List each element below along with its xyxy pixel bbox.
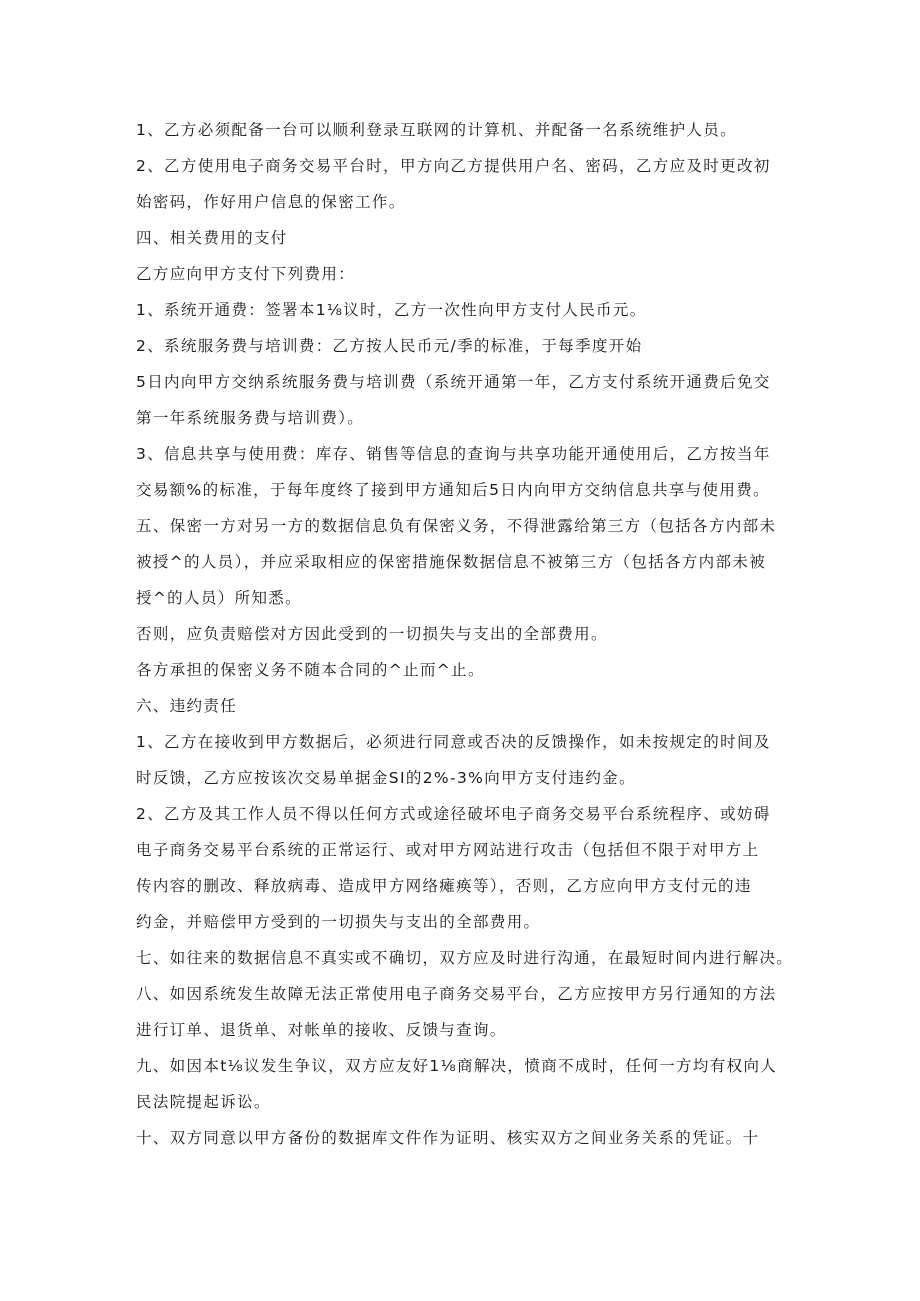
text-line: 2、乙方使用电子商务交易平台时，甲方向乙方提供用户名、密码，乙方应及时更改初	[136, 157, 771, 175]
text-line: 授^的人员）所知悉。	[136, 589, 302, 607]
text-line: 2、乙方及其工作人员不得以任何方式或途径破坏电子商务交易平台系统程序、或妨碍	[136, 805, 771, 823]
text-line: 时反馈，乙方应按该次交易单据金SI的2%-3%向甲方支付违约金。	[136, 769, 636, 787]
text-line: 各方承担的保密义务不随本合同的^止而^止。	[136, 661, 485, 679]
text-line: 1、乙方在接收到甲方数据后，必须进行同意或否决的反馈操作，如未按规定的时间及	[136, 733, 771, 751]
text-line: 四、相关费用的支付	[136, 229, 288, 247]
text-line: 进行订单、退货单、对帐单的接收、反馈与查询。	[136, 1021, 507, 1039]
text-line: 5日内向甲方交纳系统服务费与培训费（系统开通第一年，乙方支付系统开通费后免交	[136, 373, 771, 391]
text-line: 1、系统开通费：签署本1⅛议时，乙方一次性向甲方支付人民币元。	[136, 301, 647, 319]
text-line: 2、系统服务费与培训费：乙方按人民币元/季的标准，于每季度开始	[136, 337, 643, 355]
text-line: 六、违约责任	[136, 697, 238, 715]
text-line: 否则，应负责赔偿对方因此受到的一切损失与支出的全部费用。	[136, 625, 608, 643]
text-line: 约金，并赔偿甲方受到的一切损失与支出的全部费用。	[136, 913, 541, 931]
text-line: 十、双方同意以甲方备份的数据库文件作为证明、核实双方之间业务关系的凭证。十	[136, 1129, 760, 1147]
text-line: 交易额%的标准，于每年度终了接到甲方通知后5日内向甲方交纳信息共享与使用费。	[136, 481, 770, 499]
text-line: 乙方应向甲方支付下列费用：	[136, 265, 356, 283]
text-line: 五、保密一方对另一方的数据信息负有保密义务，不得泄露给第三方（包括各方内部未	[136, 517, 777, 535]
text-line: 民法院提起诉讼。	[136, 1093, 271, 1111]
document-body	[136, 112, 796, 1156]
text-line: 被授^的人员），并应采取相应的保密措施保数据信息不被第三方（包括各方内部未被	[136, 553, 767, 571]
text-line: 七、如往来的数据信息不真实或不确切，双方应及时进行沟通，在最短时间内进行解决。	[136, 949, 794, 967]
text-line: 第一年系统服务费与培训费）。	[136, 409, 365, 427]
text-line: 3、信息共享与使用费：库存、销售等信息的查询与共享功能开通使用后，乙方按当年	[136, 445, 771, 463]
text-line: 八、如因系统发生故障无法正常使用电子商务交易平台，乙方应按甲方另行通知的方法	[136, 985, 777, 1003]
text-line: 电子商务交易平台系统的正常运行、或对甲方网站进行攻击（包括但不限于对甲方上	[136, 841, 760, 859]
text-line: 1、乙方必须配备一台可以顺利登录互联网的计算机、并配备一名系统维护人员。	[136, 121, 737, 139]
text-line: 始密码，作好用户信息的保密工作。	[136, 193, 406, 211]
text-line: 传内容的删改、释放病毒、造成甲方网络瘫痪等），否则，乙方应向甲方支付元的违	[136, 877, 752, 895]
text-line: 九、如因本t⅛议发生争议，双方应友好1⅛商解决，愤商不成时，任何一方均有权向人	[136, 1057, 778, 1075]
